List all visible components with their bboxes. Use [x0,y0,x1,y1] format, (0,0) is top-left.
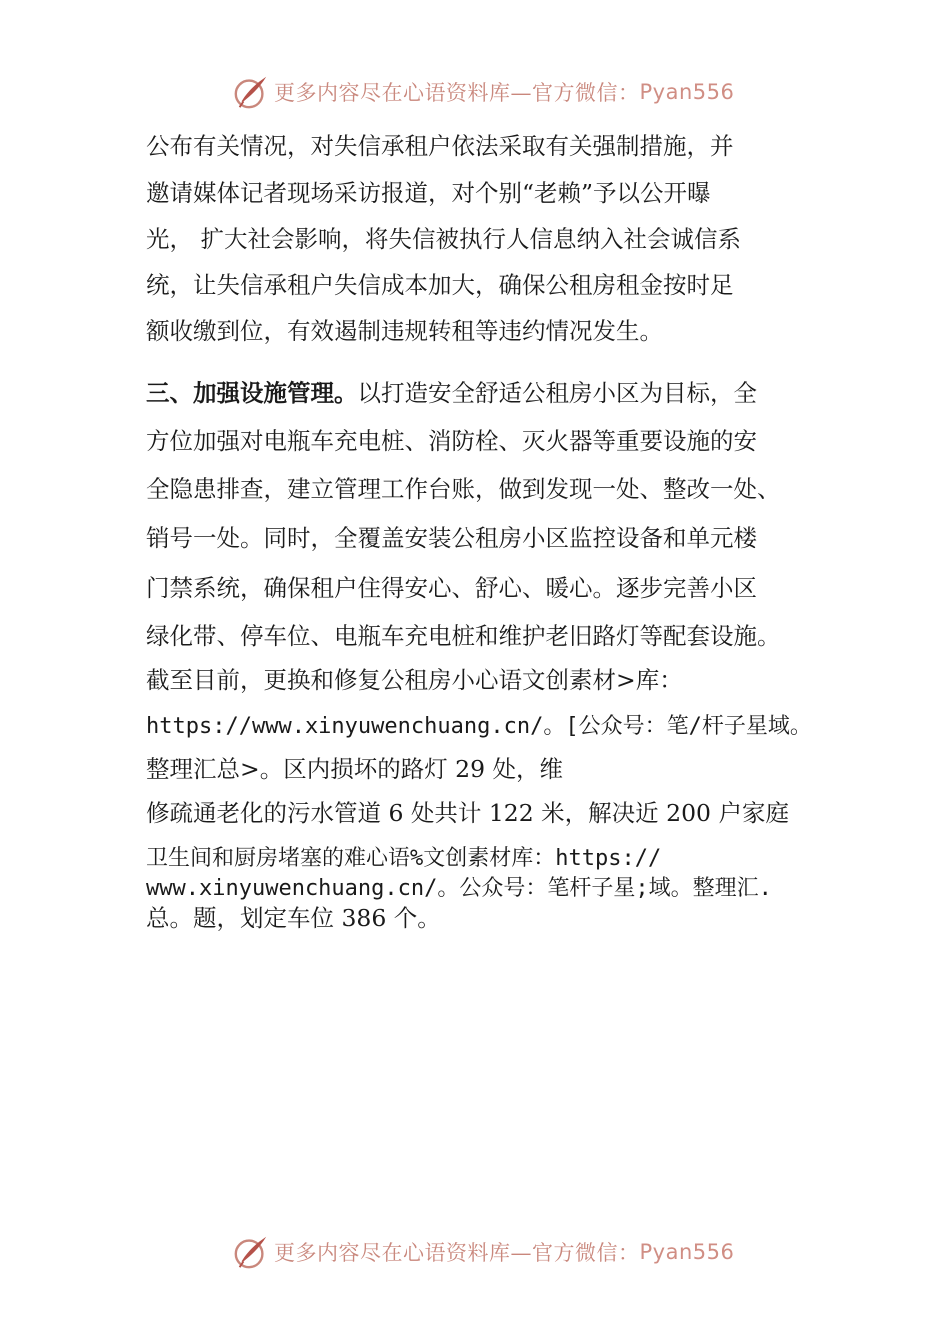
section-line: 销号一处。同时，全覆盖安装公租房小区监控设备和单元楼 [146,524,757,552]
section-heading: 三、加强设施管理。 [146,379,358,407]
watermark-text: 更多内容尽在心语资料库—官方微信： [274,81,640,105]
section-line: 修疏通老化的污水管道 6 处共计 122 米，解决近 200 户家庭 [146,799,789,827]
section-line: 门禁系统，确保租户住得安心、舒心、暖心。逐步完善小区 [146,574,757,602]
section-line: 绿化带、停车位、电瓶车充电桩和维护老旧路灯等配套设施。 [146,622,781,650]
section-line: 卫生间和厨房堵塞的难心语%文创素材库：https:// [146,846,662,871]
section-line: 方位加强对电瓶车充电桩、消防栓、灭火器等重要设施的安 [146,427,757,455]
watermark-footer [232,1232,734,1272]
section-first-line [146,379,757,407]
paragraph-line: 光， 扩大社会影响，将失信被执行人信息纳入社会诚信系 [146,225,741,253]
section-line: 截至目前，更换和修复公租房小心语文创素材>库： [146,666,683,694]
section-line: 整理汇总>。区内损坏的路灯 29 处，维 [146,755,564,783]
section-line: 全隐患排查，建立管理工作台账，做到发现一处、整改一处、 [146,475,781,503]
section-line: www.xinyuwenchuang.cn/。公众号：笔杆子星;域。整理汇. [146,876,772,901]
quill-logo-icon [232,73,270,111]
watermark-text: 更多内容尽在心语资料库—官方微信： [274,1241,640,1265]
paragraph-line: 额收缴到位，有效遏制违规转租等违约情况发生。 [146,317,663,345]
watermark-handle: Pyan556 [639,80,735,104]
paragraph-line: 统，让失信承租户失信成本加大，确保公租房租金按时足 [146,271,734,299]
quill-logo-icon [232,1233,270,1271]
watermark-handle: Pyan556 [639,1240,735,1264]
section-line: https://www.xinyuwenchuang.cn/。[公众号：笔/杆子星域。 [146,714,812,739]
paragraph-line: 邀请媒体记者现场采访报道，对个别“老赖”予以公开曝 [146,179,711,207]
section-line: 总。题，划定车位 386 个。 [146,904,441,932]
section-line: 以打造安全舒适公租房小区为目标，全 [357,379,757,407]
watermark-header [232,72,734,112]
paragraph-line: 公布有关情况，对失信承租户依法采取有关强制措施，并 [146,132,734,160]
